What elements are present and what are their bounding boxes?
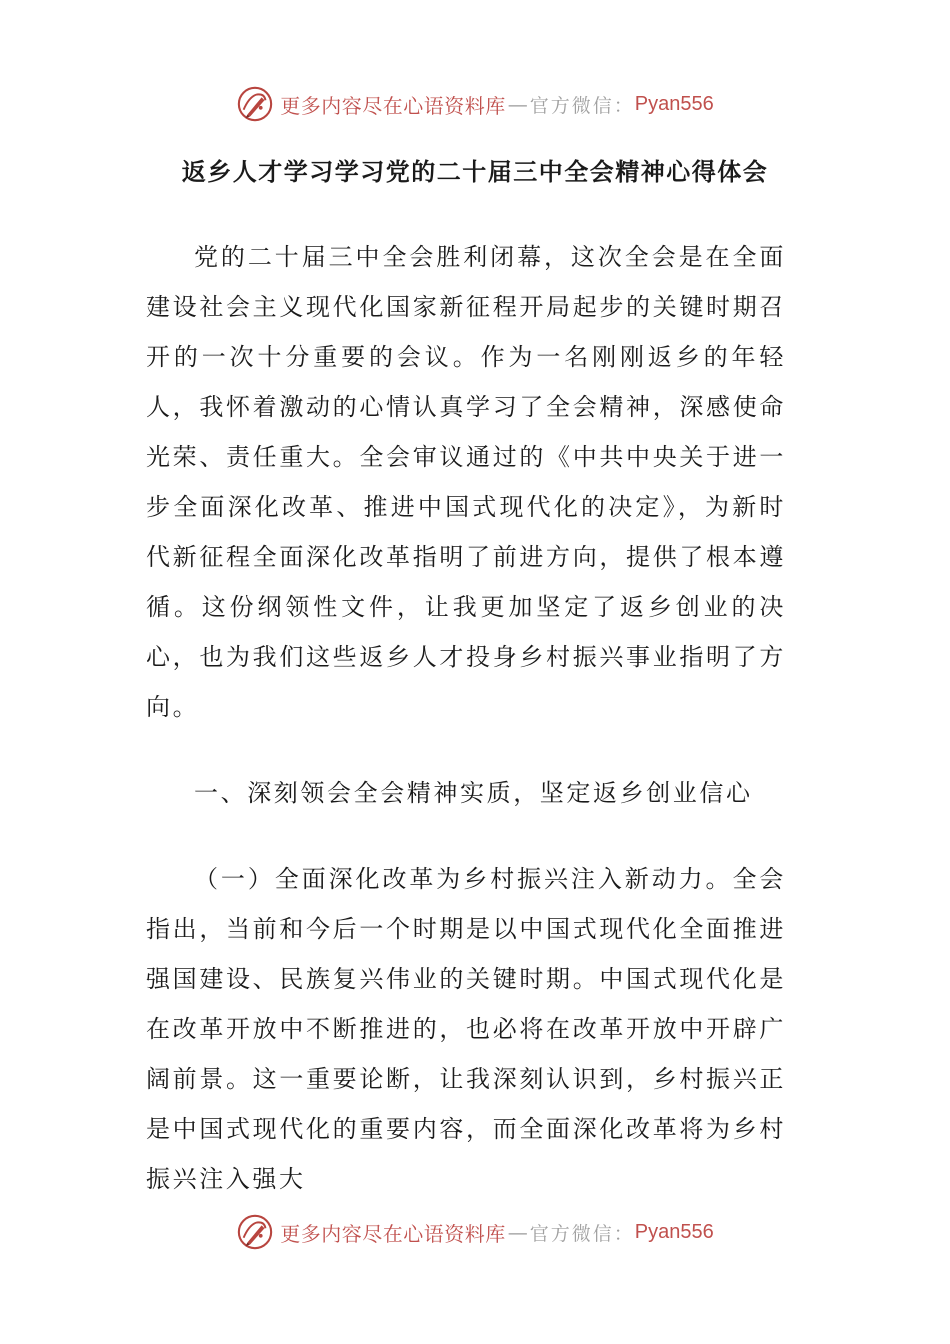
document-title: 返乡人才学习学习党的二十届三中全会精神心得体会 [181, 158, 769, 186]
intro-paragraph: 党的二十届三中全会胜利闭幕，这次全会是在全面建设社会主义现代化国家新征程开局起步的关键时期召开的一次十分重要的会议。作为一名刚刚返乡的年轻人，我怀着激动的心情认真学习了全会精神，深感使命光荣、责任重大。全会审议通过的《中共中央关于进一步全面深化改革、推进中国式现代化的决定》，为新时代新征程全面深化改革指明了前进方向，提供了根本遵循。这份纲领性文件，让我更加坚定了返乡创业的决心，也为我们这些返乡人才投身乡村振兴事业指明了方向。 [146, 243, 786, 721]
footer-banner [0, 1210, 950, 1254]
banner-wechat-label: 官方微信： [529, 94, 635, 117]
banner-separator: — [507, 92, 528, 116]
document-body [146, 232, 786, 1204]
header-banner [0, 82, 950, 126]
banner-wechat-label: 官方微信： [529, 1222, 635, 1245]
banner-text: 更多内容尽在心语资料库 [280, 93, 506, 118]
section-heading: 一、深刻领会全会精神实质，坚定返乡创业信心 [194, 779, 753, 807]
banner-separator: — [507, 1220, 528, 1244]
banner-wechat-id: Pyan556 [634, 1220, 714, 1243]
pen-logo-icon [236, 1213, 274, 1251]
banner-wechat-id: Pyan556 [634, 92, 714, 115]
pen-logo-icon [236, 85, 274, 123]
banner-text: 更多内容尽在心语资料库 [280, 1221, 506, 1246]
section-paragraph: （一）全面深化改革为乡村振兴注入新动力。全会指出，当前和今后一个时期是以中国式现代化全面推进强国建设、民族复兴伟业的关键时期。中国式现代化是在改革开放中不断推进的，也必将在改革开放中开辟广阔前景。这一重要论断，让我深刻认识到，乡村振兴正是中国式现代化的重要内容，而全面深化改革将为乡村振兴注入强大 [146, 865, 786, 1193]
